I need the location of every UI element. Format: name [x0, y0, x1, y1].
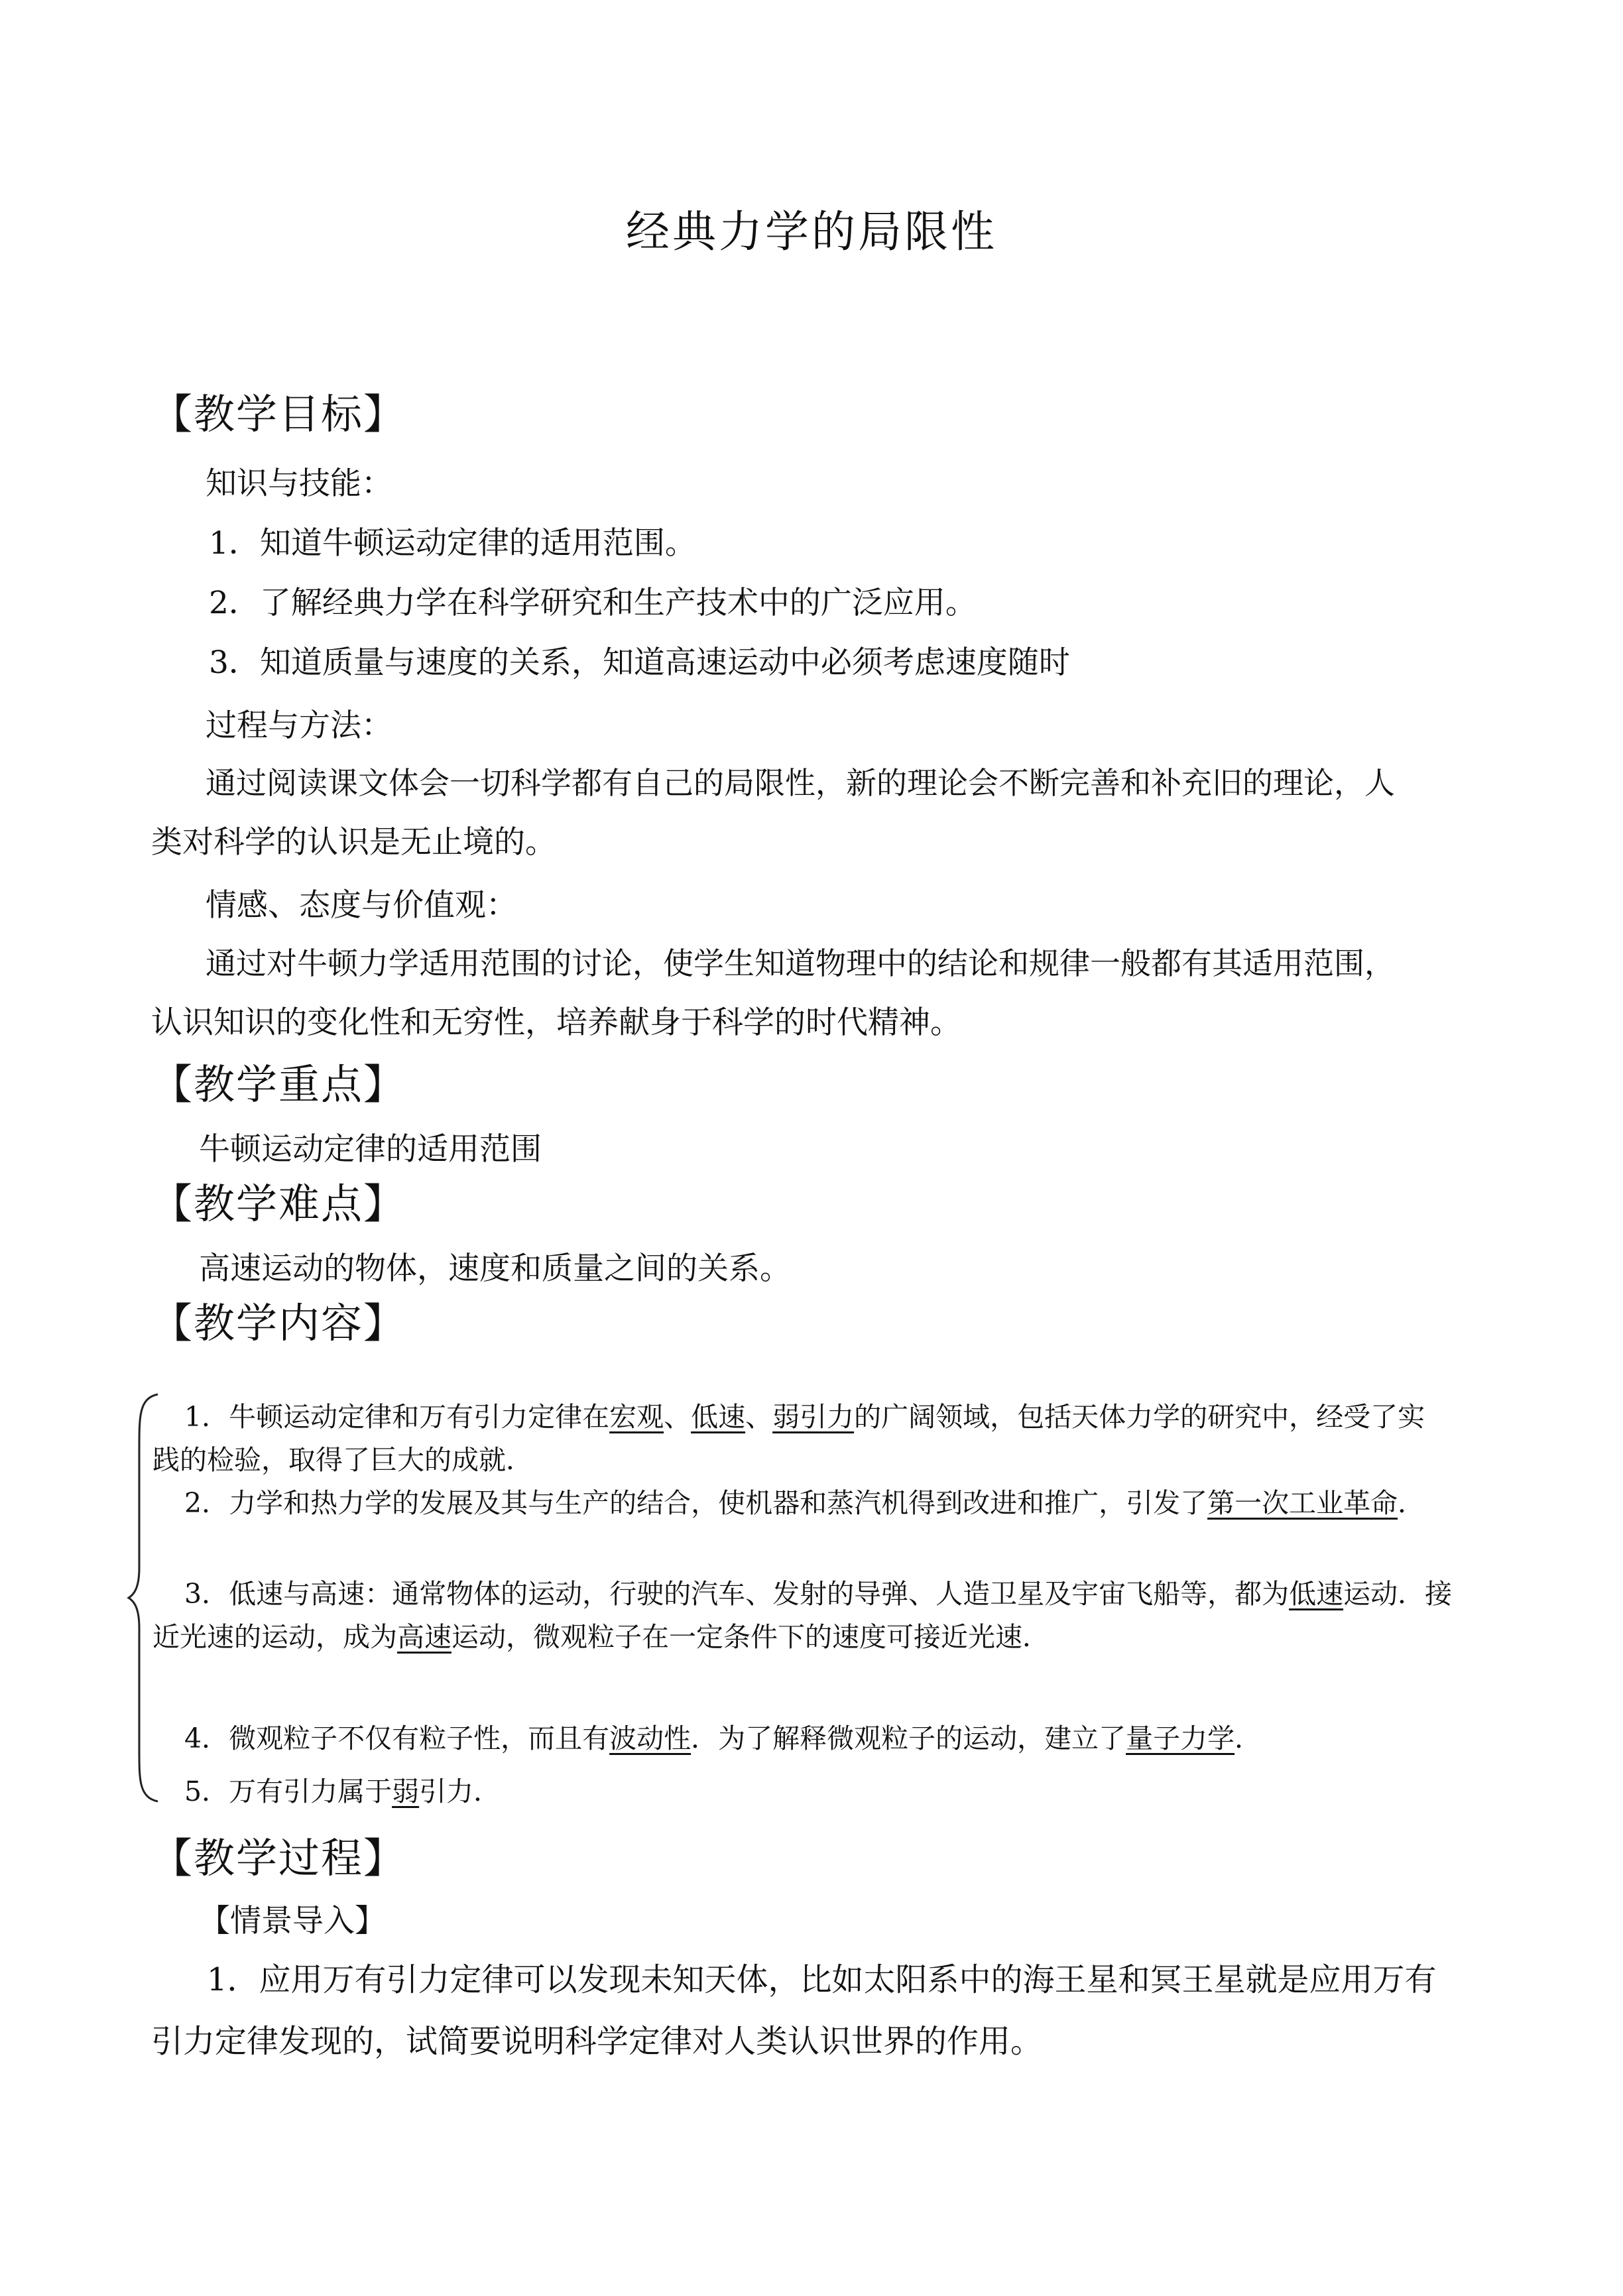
underlined-term: 第一次工业革命 [1207, 1487, 1398, 1519]
difficulties-text: 高速运动的物体，速度和质量之间的关系。 [199, 1250, 791, 1287]
underlined-term: 弱引力 [772, 1401, 855, 1433]
emotion-label: 情感、态度与价值观： [206, 887, 517, 924]
key-points-heading: 【教学重点】 [151, 1060, 406, 1109]
underlined-term: 波动性 [609, 1722, 691, 1754]
content-item-3-line-2: 近光速的运动，成为高速运动，微观粒子在一定条件下的速度可接近光速． [152, 1621, 1050, 1653]
underlined-term: 宏观 [609, 1401, 664, 1433]
content-heading: 【教学内容】 [151, 1299, 406, 1347]
objectives-heading: 【教学目标】 [151, 390, 406, 438]
content-item-5: 5．万有引力属于弱引力． [184, 1776, 501, 1807]
process-label: 过程与方法： [206, 707, 392, 744]
content-item-1: 1．牛顿运动定律和万有引力定律在宏观、低速、弱引力的广阔领域，包括天体力学的研究中，经受了实 [184, 1401, 1425, 1433]
question-1-line-1: 1．应用万有引力定律可以发现未知天体，比如太阳系中的海王星和冥王星就是应用万有 [207, 1961, 1437, 1998]
content-item-1-line-2: 践的检验，取得了巨大的成就． [152, 1444, 533, 1476]
knowledge-item-3: 3．知道质量与速度的关系，知道高速运动中必须考虑速度随时 [209, 644, 1070, 681]
knowledge-item-1: 1．知道牛顿运动定律的适用范围。 [209, 525, 696, 562]
key-points-text: 牛顿运动定律的适用范围 [199, 1131, 542, 1168]
process-text-line-1: 通过阅读课文体会一切科学都有自己的局限性，新的理论会不断完善和补充旧的理论，人 [206, 765, 1395, 801]
process-text-line-2: 类对科学的认识是无止境的。 [151, 824, 556, 861]
process-heading: 【教学过程】 [151, 1834, 406, 1882]
emotion-text-line-2: 认识知识的变化性和无穷性，培养献身于科学的时代精神。 [151, 1004, 961, 1041]
knowledge-label: 知识与技能： [206, 465, 392, 502]
content-item-4: 4．微观粒子不仅有粒子性，而且有波动性．为了解释微观粒子的运动，建立了量子力学． [184, 1722, 1262, 1754]
underlined-term: 低速 [691, 1401, 746, 1433]
underlined-term: 量子力学 [1126, 1722, 1235, 1754]
underlined-term: 低速 [1289, 1578, 1344, 1610]
content-item-2: 2．力学和热力学的发展及其与生产的结合，使机器和蒸汽机得到改进和推广，引发了第一次工业革命． [184, 1487, 1425, 1519]
underlined-term: 弱 [392, 1776, 420, 1807]
underlined-term: 高速 [397, 1621, 451, 1653]
content-item-3: 3．低速与高速：通常物体的运动，行驶的汽车、发射的导弹、人造卫星及宇宙飞船等，都为低速运动．接 [184, 1578, 1453, 1610]
emotion-text-line-1: 通过对牛顿力学适用范围的讨论，使学生知道物理中的结论和规律一般都有其适用范围， [206, 945, 1395, 981]
intro-label: 【情景导入】 [199, 1903, 386, 1939]
question-1-line-2: 引力定律发现的，试简要说明科学定律对人类认识世界的作用。 [151, 2023, 1043, 2060]
difficulties-heading: 【教学难点】 [151, 1179, 406, 1228]
page-title: 经典力学的局限性 [626, 206, 997, 257]
knowledge-item-2: 2．了解经典力学在科学研究和生产技术中的广泛应用。 [209, 585, 977, 621]
